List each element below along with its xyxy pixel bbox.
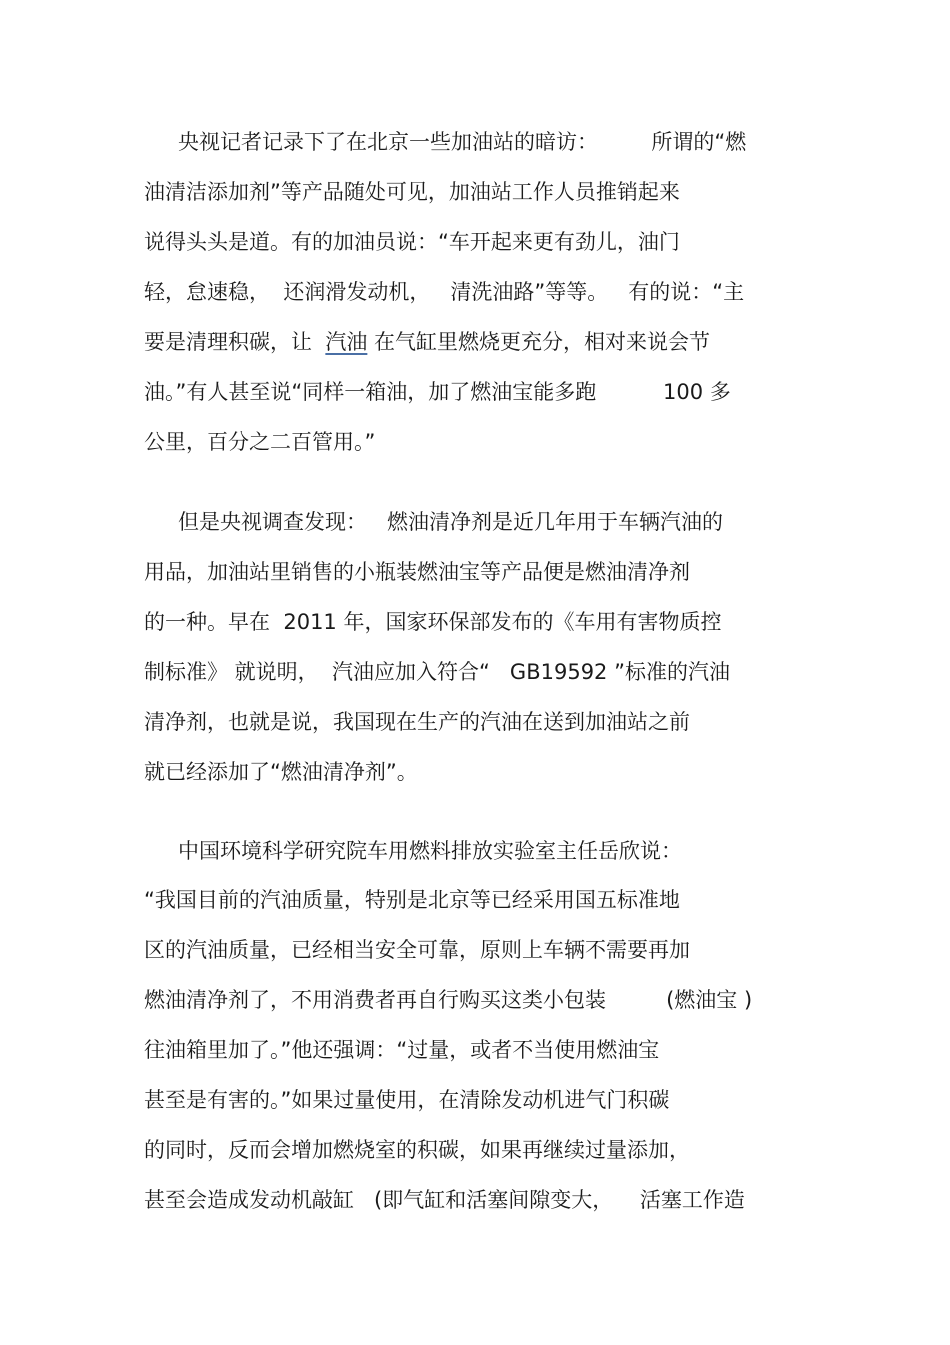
paragraph-3-line-8: 甚至会造成发动机敲缸 (即气缸和活塞间隙变大， 活塞工作造 bbox=[144, 1188, 745, 1212]
paragraph-3-line-5: 往油箱里加了。”他还强调：“过量，或者不当使用燃油宝 bbox=[144, 1038, 660, 1062]
paragraph-2-line-1: 但是央视调查发现： 燃油清净剂是近几年用于车辆汽油的 bbox=[178, 510, 724, 534]
paragraph-1-line-5 bbox=[144, 327, 710, 357]
paragraph-1-line-2: 油清洁添加剂”等产品随处可见，加油站工作人员推销起来 bbox=[144, 180, 680, 204]
paragraph-3-line-4: 燃油清净剂了，不用消费者再自行购买这类小包装 (燃油宝 ) bbox=[144, 988, 753, 1012]
gasoline-link[interactable]: 汽油 bbox=[325, 330, 368, 354]
line-text-before-link: 要是清理积碳，让 bbox=[144, 330, 326, 354]
paragraph-3-line-7: 的同时，反而会增加燃烧室的积碳，如果再继续过量添加， bbox=[144, 1138, 690, 1162]
paragraph-1-line-6: 油。”有人甚至说“同样一箱油，加了燃油宝能多跑 100 多 bbox=[144, 380, 731, 404]
paragraph-2-line-4: 制标准》 就说明， 汽油应加入符合“ GB19592 ”标准的汽油 bbox=[144, 660, 730, 684]
line-text-after-link: 在气缸里燃烧更充分，相对来说会节 bbox=[367, 330, 711, 354]
paragraph-1-line-3: 说得头头是道。有的加油员说：“车开起来更有劲儿，油门 bbox=[144, 230, 680, 254]
paragraph-2-line-3: 的一种。早在 2011 年，国家环保部发布的《车用有害物质控 bbox=[144, 610, 722, 634]
paragraph-3-line-1: 中国环境科学研究院车用燃料排放实验室主任岳欣说： bbox=[178, 839, 682, 863]
paragraph-2-line-2: 用品，加油站里销售的小瓶装燃油宝等产品便是燃油清净剂 bbox=[144, 560, 690, 584]
paragraph-1-line-4: 轻，怠速稳， 还润滑发动机， 清洗油路”等等。 有的说：“主 bbox=[144, 280, 745, 304]
paragraph-1-line-1: 央视记者记录下了在北京一些加油站的暗访： 所谓的“燃 bbox=[178, 130, 747, 154]
paragraph-3-line-2: “我国目前的汽油质量，特别是北京等已经采用国五标准地 bbox=[144, 888, 680, 912]
paragraph-3-line-3: 区的汽油质量，已经相当安全可靠，原则上车辆不需要再加 bbox=[144, 938, 690, 962]
paragraph-2-line-6: 就已经添加了“燃油清净剂”。 bbox=[144, 760, 418, 784]
paragraph-3-line-6: 甚至是有害的。”如果过量使用，在清除发动机进气门积碳 bbox=[144, 1088, 670, 1112]
paragraph-1-line-7: 公里，百分之二百管用。” bbox=[144, 430, 376, 454]
paragraph-2-line-5: 清净剂，也就是说，我国现在生产的汽油在送到加油站之前 bbox=[144, 710, 690, 734]
